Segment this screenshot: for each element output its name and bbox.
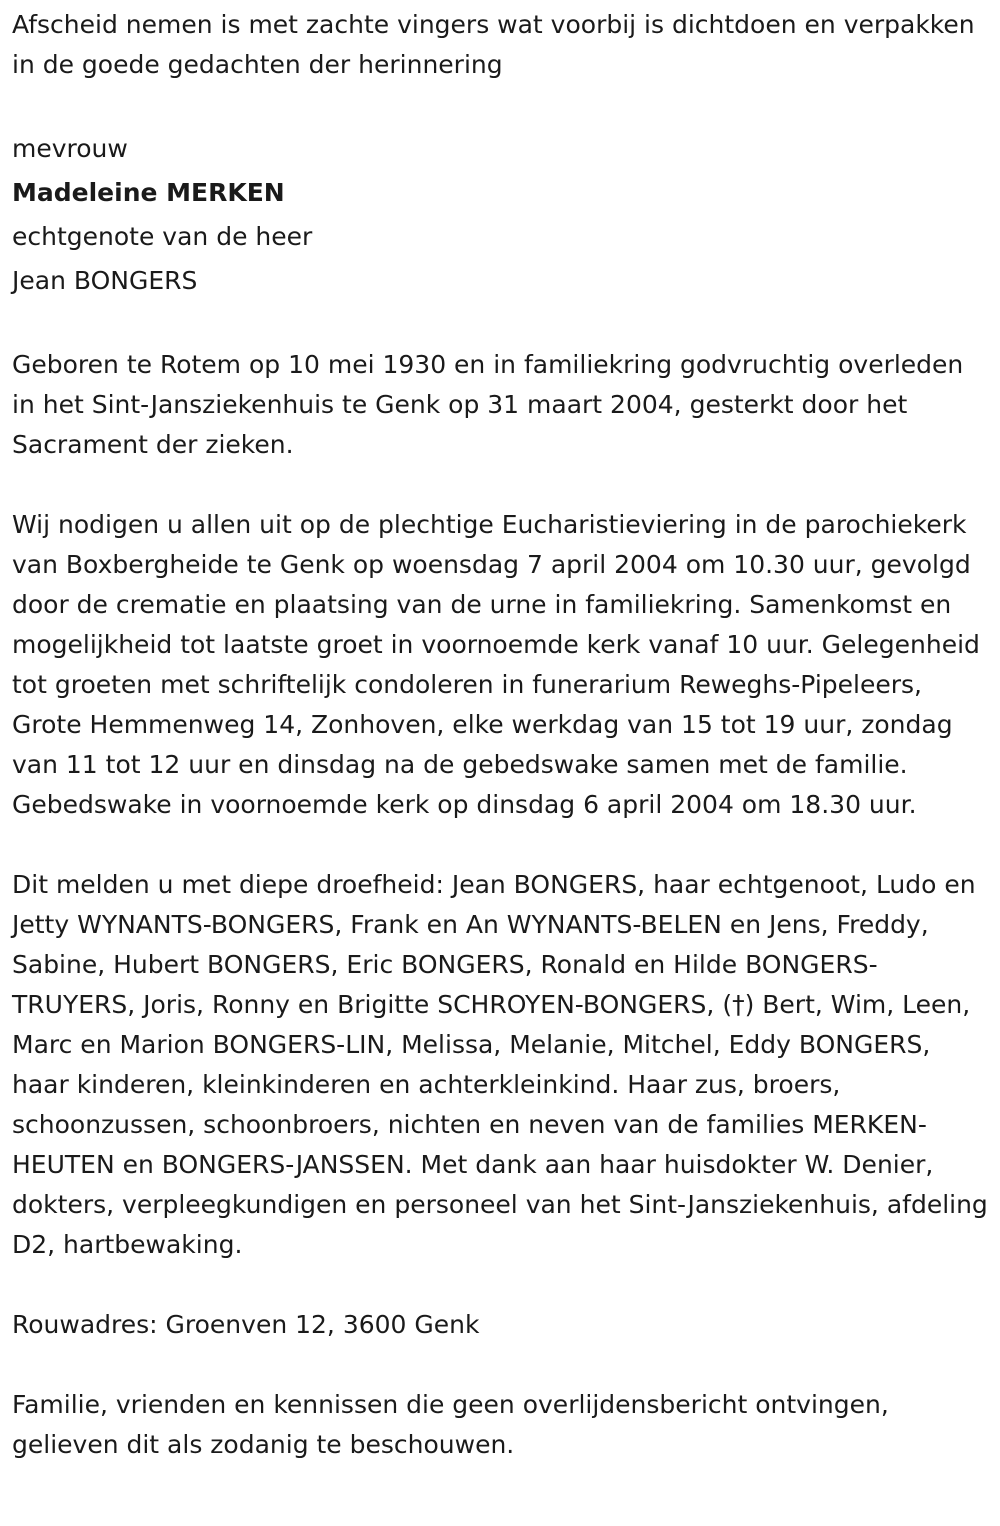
announcement-paragraph: Dit melden u met diepe droefheid: Jean BONGERS, haar echtgenoot, Ludo en Jetty WYNANTS-BONGERS, Frank en An WYNANTS-BELEN en Jens, Freddy, Sabine, Hubert BONGERS, Eric BONGERS, Ronald en Hilde BONGERS-TRUYERS, Joris, Ronny en Brigitte SCHROYEN-BONGERS, (†) Bert, Wim, Leen, Marc en Marion BONGERS-LIN, Melissa, Melanie, Mitchel, Eddy BONGERS, haar kinderen, kleinkinderen en achterkleinkind. Haar zus, broers, schoonzussen, schoonbroers, nichten en neven van de families MERKEN-HEUTEN en BONGERS-JANSSEN. Met dank aan haar huisdokter W. Denier, dokters, verpleegkundigen en personeel van het Sint-Jansziekenhuis, afdeling D2, hartbewaking. bbox=[12, 870, 988, 1259]
spacer bbox=[12, 85, 988, 125]
spacer bbox=[12, 1345, 988, 1385]
spacer bbox=[12, 465, 988, 505]
mourning-address: Rouwadres: Groenven 12, 3600 Genk bbox=[12, 1310, 480, 1339]
invitation-paragraph: Wij nodigen u allen uit op de plechtige Eucharistieviering in de parochiekerk van Boxbergheide te Genk op woensdag 7 april 2004 om 10.30 uur, gevolgd door de crematie en plaatsing van de urne in familiekring. Samenkomst en mogelijkheid tot laatste groet in voornoemde kerk vanaf 10 uur. Gelegenheid tot groeten met schriftelijk condoleren in funerarium Reweghs-Pipeleers, Grote Hemmenweg 14, Zonhoven, elke werkdag van 15 tot 19 uur, zondag van 11 tot 12 uur en dinsdag na de gebedswake samen met de familie. Gebedswake in voornoemde kerk op dinsdag 6 april 2004 om 18.30 uur. bbox=[12, 510, 980, 819]
motto: Afscheid nemen is met zachte vingers wat voorbij is dichtdoen en verpakken in de goede gedachten der herinnering bbox=[12, 10, 975, 79]
birth-death-paragraph: Geboren te Rotem op 10 mei 1930 en in familiekring godvruchtig overleden in het Sint-Jansziekenhuis te Genk op 31 maart 2004, gesterkt door het Sacrament der zieken. bbox=[12, 350, 964, 459]
spouse-name: Jean BONGERS bbox=[12, 266, 198, 295]
spacer bbox=[12, 305, 988, 345]
spacer bbox=[12, 1265, 988, 1305]
salutation: mevrouw bbox=[12, 134, 128, 163]
relation: echtgenote van de heer bbox=[12, 222, 313, 251]
deceased-name: Madeleine MERKEN bbox=[12, 178, 285, 207]
closing-paragraph: Familie, vrienden en kennissen die geen overlijdensbericht ontvingen, gelieven dit als zodanig te beschouwen. bbox=[12, 1390, 889, 1459]
spacer bbox=[12, 825, 988, 865]
